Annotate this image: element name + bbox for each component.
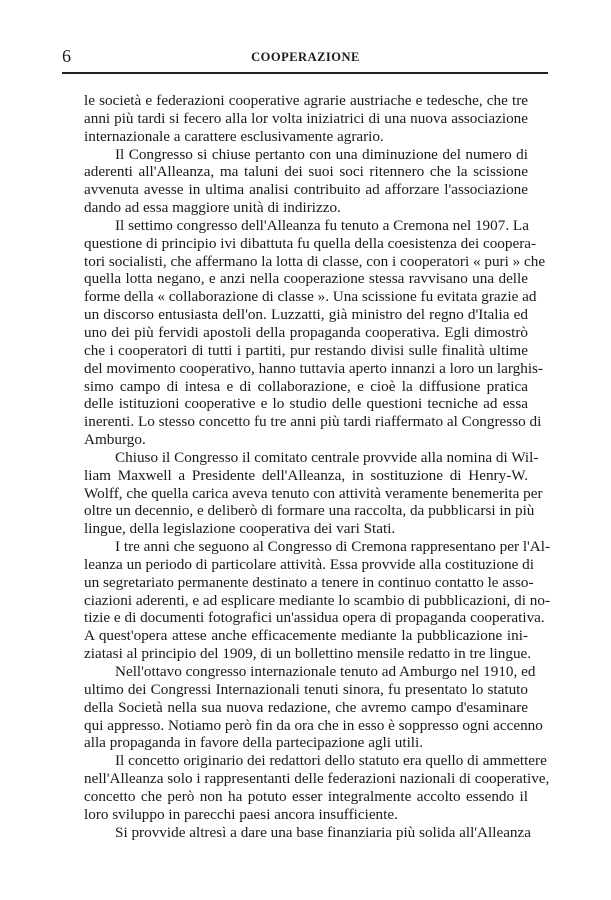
text-line: del movimento cooperativo, hanno tuttavia aperto innanzi a loro un larghis- <box>84 359 544 377</box>
text-line: Nell'ottavo congresso internazionale tenuto ad Amburgo nel 1910, ed <box>115 663 536 680</box>
text-line: internazionale a carattere esclusivamente agrario. <box>84 127 384 145</box>
text-line: dando ad essa maggiore unità di indirizzo. <box>84 199 341 217</box>
text-line: I tre anni che seguono al Congresso di Cremona rappresentano per l'Al- <box>115 538 551 556</box>
text-line: inerenti. Lo stesso concetto fu tre anni più tardi riaffermato al Congresso di <box>84 413 542 431</box>
text-line: ziatasi al principio del 1909, di un bollettino mensile redatto in tre lingue. <box>84 645 532 663</box>
page-number: 6 <box>62 46 71 66</box>
text-line: A quest'opera attese anche efficacemente mediante la pubblicazione ini- <box>84 627 528 645</box>
text-line: Il concetto originario dei redattori dello statuto era quello di ammettere <box>115 752 547 770</box>
paragraph <box>84 92 528 146</box>
text-line: questione di principio ivi dibattuta fu quella della coesistenza dei coopera- <box>84 234 537 252</box>
text-line: Il settimo congresso dell'Alleanza fu tenuto a Cremona nel 1907. La <box>115 216 529 234</box>
text-line: tori socialisti, che affermano la lotta di classe, con i cooperatori « puri » che <box>84 252 546 270</box>
text-line: che i cooperatori di tutti i partiti, pur restando divisi sulle finalità ultime <box>84 341 528 359</box>
text-line: quella lotta negano, e anzi nella cooperazione stessa ravvisano una delle <box>84 270 528 288</box>
paragraph <box>84 752 550 823</box>
running-title: COOPERAZIONE <box>251 50 360 64</box>
text-line: forme della « collaborazione di classe ». Una scissione fu evitata grazie ad <box>84 288 537 306</box>
text-line: lingue, della legislazione cooperativa dei vari Stati. <box>84 520 396 538</box>
text-line: ultimo dei Congressi Internazionali tenuti sinora, fu presentato lo statuto <box>84 680 528 698</box>
text-line: ciazioni aderenti, e ad esplicare mediante lo scambio di pubblicazioni, di no- <box>84 591 550 609</box>
paragraph <box>84 146 528 217</box>
text-line: un discorso entusiasta dell'on. Luzzatti, già ministro del regno d'Italia ed <box>84 306 528 324</box>
text-line: Si provvide altresì a dare una base finanziaria più solida all'Alleanza <box>115 823 532 841</box>
text-line: oltre un decennio, e deliberò di formare una raccolta, da pubblicarsi in più <box>84 502 535 520</box>
text-line: tizie e di documenti fotografici un'assidua opera di propaganda cooperativa. <box>84 609 545 627</box>
header-rule <box>62 72 548 74</box>
text-line: Amburgo. <box>84 431 146 449</box>
paragraph <box>84 448 543 538</box>
text-line: nell'Alleanza solo i rappresentanti delle federazioni nazionali di cooperative, <box>84 770 550 788</box>
text-line: leanza un periodo di particolare attività. Essa provvide alla costituzione di <box>84 555 534 573</box>
text-line: loro sviluppo in parecchi paesi ancora insufficiente. <box>84 805 398 823</box>
body-text <box>84 92 551 841</box>
text-line: Il Congresso si chiuse pertanto con una diminuzione del numero di <box>115 145 528 163</box>
paragraph <box>84 823 532 842</box>
text-line: simo campo di intesa e di collaborazione, e cioè la diffusione pratica <box>84 377 528 395</box>
text-line: qui appresso. Notiamo però fin da ora che in esso è soppresso ogni accenno <box>84 716 543 734</box>
text-line: le società e federazioni cooperative agrarie austriache e tedesche, che tre <box>84 92 528 109</box>
text-line: Chiuso il Congresso il comitato centrale provvide alla nomina di Wil- <box>115 448 539 466</box>
paragraph <box>84 663 543 752</box>
paragraph <box>84 216 546 449</box>
text-line: aderenti all'Alleanza, ma taluni dei suoi soci ritennero che la scissione <box>84 163 528 181</box>
text-line: delle istituzioni cooperative e lo studio delle questioni tecniche ad essa <box>84 395 528 413</box>
text-line: alla propaganda in favore della partecipazione agli utili. <box>84 734 424 752</box>
text-line: avvenuta avesse in ultima analisi contribuito ad afforzare l'associazione <box>84 181 528 199</box>
text-line: concetto che però non ha potuto esser integralmente accolto essendo il <box>84 787 528 805</box>
text-line: Wolff, che quella carica aveva tenuto con attività veramente benemerita per <box>84 484 543 502</box>
text-line: uno dei più fervidi apostoli della propaganda cooperativa. Egli dimostrò <box>84 323 528 341</box>
text-line: della Società nella sua nuova redazione, che avremo campo d'esaminare <box>84 698 528 716</box>
text-line: anni più tardi si fecero alla lor volta iniziatrici di una nuova associazione <box>84 109 528 127</box>
text-line: un segretariato permanente destinato a tenere in continuo contatto le asso- <box>84 573 534 591</box>
paragraph <box>84 538 551 663</box>
text-line: liam Maxwell a Presidente dell'Alleanza, in sostituzione di Henry-W. <box>84 466 528 484</box>
